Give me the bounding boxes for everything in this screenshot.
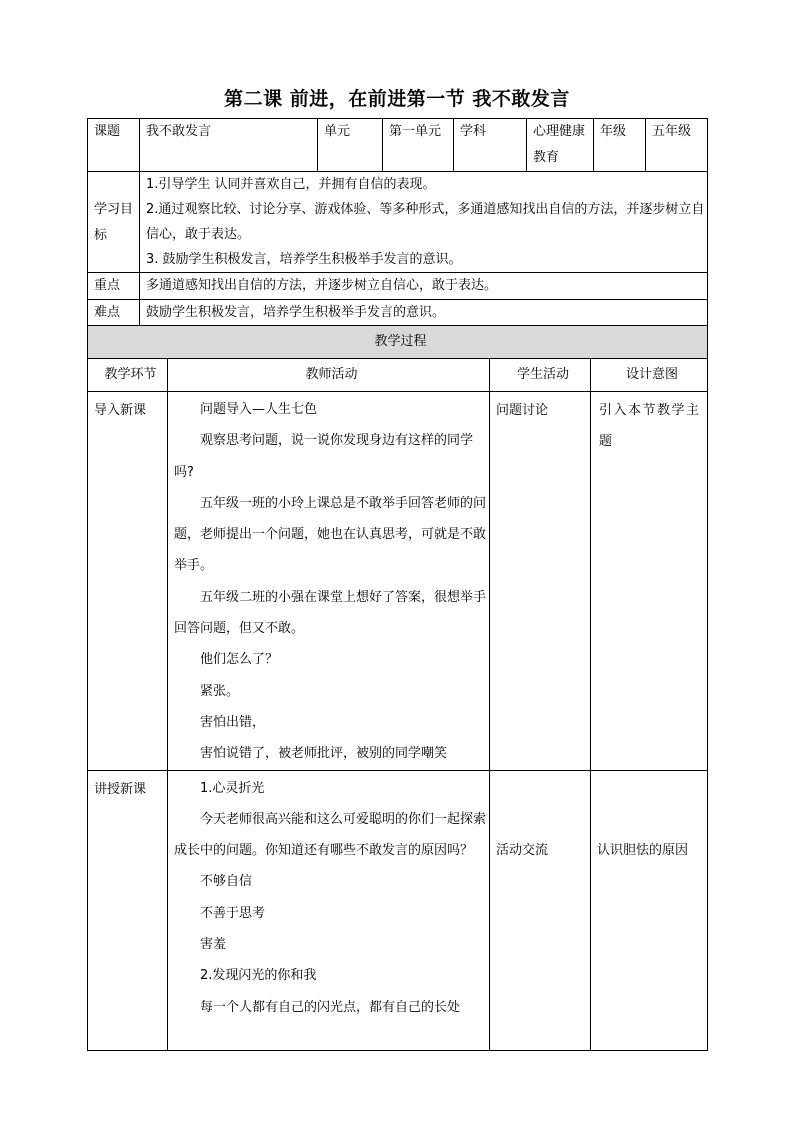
label-objectives: 学习目标 — [88, 172, 140, 273]
teacher-line: 不够自信 — [200, 874, 253, 890]
teacher-line: 2.发现闪光的你和我 — [200, 968, 317, 984]
student-activity-cell: 活动交流 — [490, 770, 591, 1050]
label-grade: 年级 — [594, 119, 646, 172]
label-topic: 课题 — [88, 119, 140, 172]
table-row — [88, 770, 708, 1050]
process-table — [87, 325, 708, 1051]
teacher-line: 五年级二班的小强在课堂上想好了答案，很想举手回答问题，但又不敢。 — [174, 589, 487, 637]
teacher-line: 观察思考问题，说一说你发现身边有这样的同学吗? — [174, 433, 474, 480]
intent-cell: 认识胆怯的原因 — [591, 770, 708, 1050]
teacher-line: 问题导入—人生七色 — [200, 402, 318, 417]
subject-value: 心理健康教育 — [527, 119, 594, 172]
table-row — [88, 392, 708, 771]
label-subject: 学科 — [454, 119, 527, 172]
objective-item: 1.引导学生 认同并喜欢自己，并拥有自信的表现。 — [146, 177, 436, 192]
teacher-line: 他们怎么了？ — [200, 652, 279, 668]
teacher-line: 不善于思考 — [200, 905, 266, 921]
stage-cell: 导入新课 — [88, 392, 168, 771]
col-intent: 设计意图 — [591, 359, 708, 392]
teacher-line: 今天老师很高兴能和这么可爱聪明的你们一起探索成长中的问题。你知道还有哪些不敢发言的原因吗？ — [174, 811, 487, 859]
teacher-line: 害怕出错， — [200, 714, 266, 730]
objective-item: 2.通过观察比较、讨论分享、游戏体验、等多种形式，多通道感知找出自信的方法，并逐步树立自信心，敢于表达。 — [146, 202, 705, 242]
teacher-line: 五年级一班的小玲上课总是不敢举手回答老师的问题，老师提出一个问题，她也在认真思考，可就是不敢举手。 — [174, 495, 487, 574]
process-header: 教学过程 — [88, 326, 708, 359]
col-teacher: 教师活动 — [168, 359, 490, 392]
key-point-text: 多通道感知找出自信的方法，并逐步树立自信心，敢于表达。 — [140, 273, 708, 300]
teacher-line: 害怕说错了，被老师批评，被别的同学嘲笑 — [200, 746, 448, 762]
label-difficulty: 难点 — [88, 300, 140, 327]
difficulty-text: 鼓励学生积极发言，培养学生积极举手发言的意识。 — [140, 300, 708, 327]
stage-cell: 讲授新课 — [88, 770, 168, 1050]
col-student: 学生活动 — [490, 359, 591, 392]
teacher-line: 每一个人都有自己的闪光点，都有自己的长处 — [200, 999, 461, 1015]
grade-value: 五年级 — [646, 119, 708, 172]
label-unit: 单元 — [318, 119, 383, 172]
teacher-activity-cell — [168, 770, 490, 1050]
page-title: 第二课 前进，在前进第一节 我不敢发言 — [224, 88, 570, 110]
teacher-activity-cell — [168, 392, 490, 771]
teacher-line: 紧张。 — [200, 683, 240, 699]
objective-item: 3. 鼓励学生积极发言，培养学生积极举手发言的意识。 — [146, 252, 462, 267]
label-key-point: 重点 — [88, 273, 140, 300]
student-activity-cell: 问题讨论 — [490, 392, 591, 771]
teacher-line: 害羞 — [200, 937, 227, 953]
topic-value: 我不敢发言 — [140, 119, 318, 172]
teacher-line: 1.心灵折光 — [200, 780, 265, 796]
objectives-cell — [140, 172, 708, 273]
intent-cell: 引入本节教学主题 — [591, 392, 708, 771]
col-stage: 教学环节 — [88, 359, 168, 392]
info-table — [87, 118, 708, 327]
unit-value: 第一单元 — [383, 119, 454, 172]
